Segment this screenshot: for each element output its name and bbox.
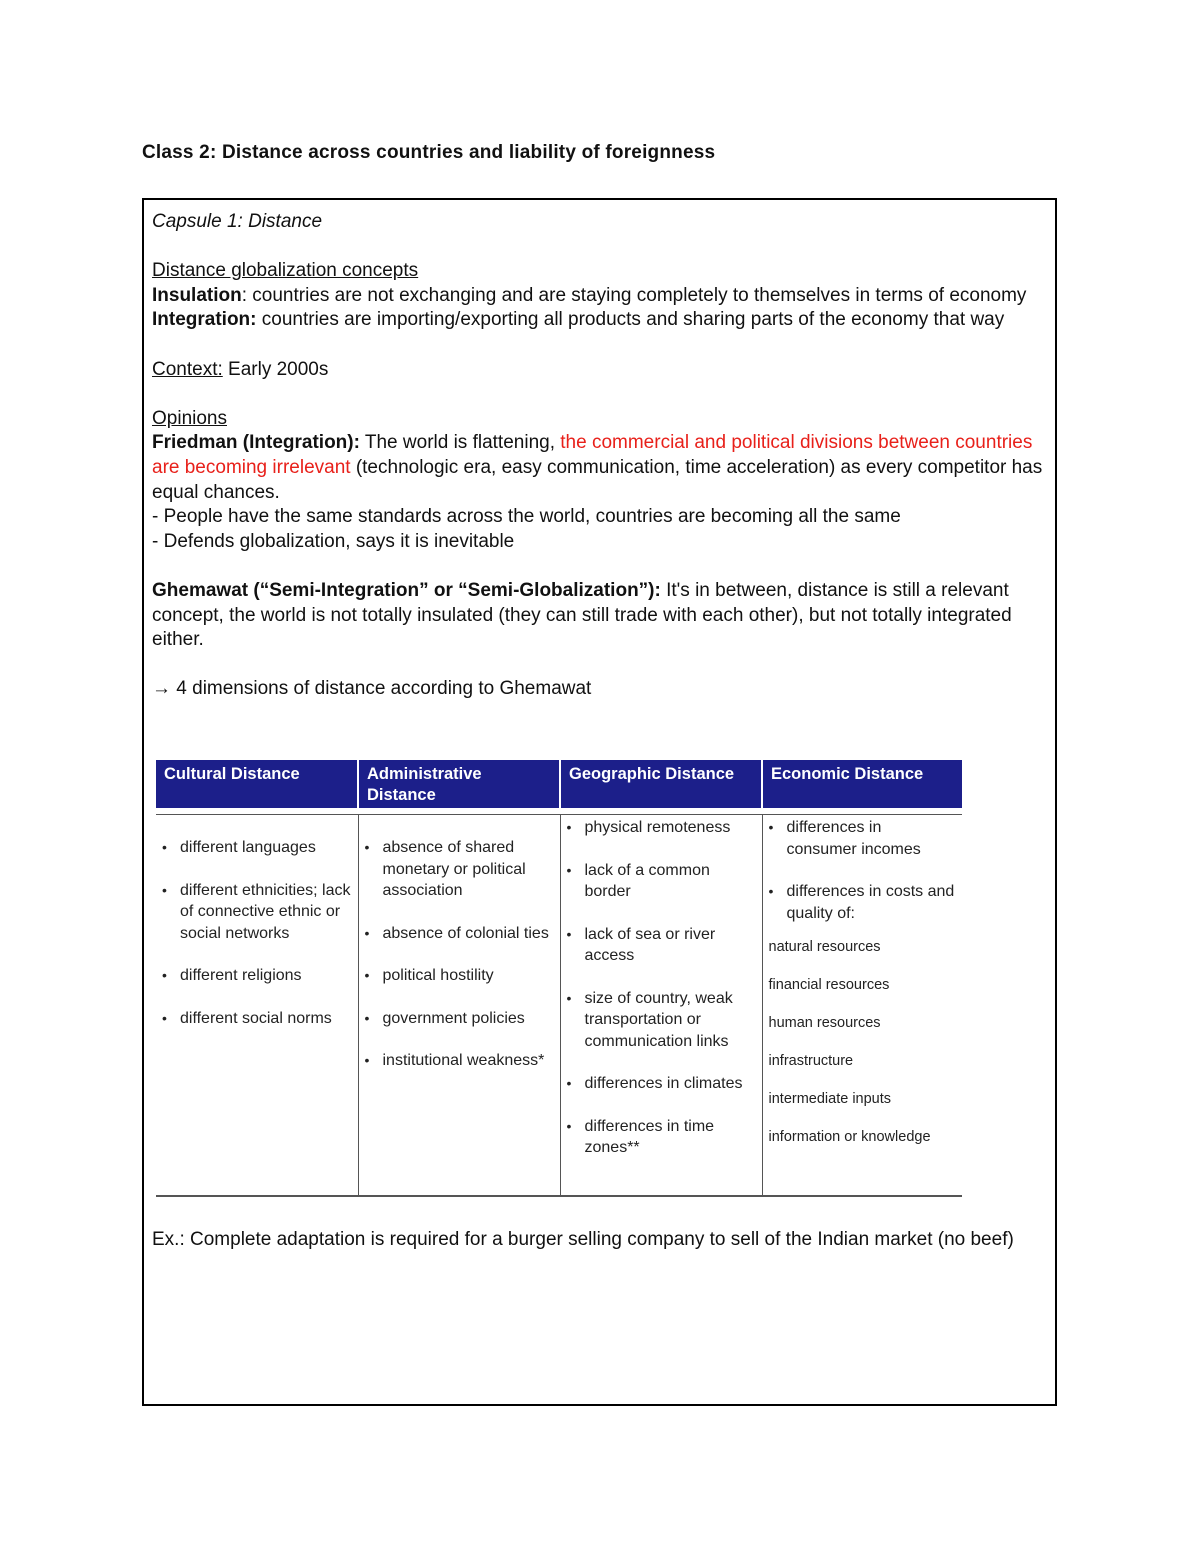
list-item: • differences in consumer incomes (769, 817, 957, 860)
friedman-label: Friedman (Integration): (152, 432, 360, 454)
economic-subitem: natural resources (768, 939, 881, 955)
administrative-cell (358, 815, 560, 1197)
list-item: • absence of shared monetary or political association (365, 837, 554, 902)
list-item: • lack of a common border (567, 860, 756, 903)
friedman-text-1: The world is flattening, (359, 432, 561, 454)
list-item: • different religions (162, 965, 352, 987)
context-label: Context: (152, 358, 223, 380)
list-item: • differences in climates (567, 1073, 756, 1095)
concepts-heading: Distance globalization concepts (152, 260, 419, 282)
friedman-text-2: (technologic era, easy communication, time acceleration) as every competitor has equal chances. (152, 456, 1043, 503)
list-item: • differences in costs and quality of: (769, 881, 957, 924)
list-item: • different ethnicities; lack of connective ethnic or social networks (162, 880, 352, 945)
capsule-content (152, 210, 1047, 702)
insulation-text: : countries are not exchanging and are staying completely to themselves in terms of economy (241, 284, 1027, 306)
list-item: • different social norms (162, 1008, 352, 1030)
integration-label: Integration: (152, 309, 257, 331)
economic-cell (762, 815, 962, 1197)
list-item: • differences in time zones** (567, 1116, 756, 1159)
table-header-row (156, 760, 962, 808)
list-item: • different languages (162, 837, 352, 859)
context-text: Early 2000s (222, 358, 329, 380)
header-cultural: Cultural Distance (156, 760, 358, 808)
table-body-row (156, 815, 962, 1197)
list-item: • size of country, weak transportation or communication links (567, 988, 756, 1053)
capsule-box (142, 198, 1057, 1406)
page-title: Class 2: Distance across countries and liability of foreignness (142, 142, 716, 163)
economic-subitem: information or knowledge (768, 1129, 931, 1145)
opinions-heading: Opinions (152, 407, 227, 429)
economic-subitem: financial resources (768, 977, 890, 993)
insulation-label: Insulation (152, 284, 242, 306)
cultural-cell (156, 815, 358, 1197)
list-item: • physical remoteness (567, 817, 756, 839)
header-administrative: Administrative Distance (358, 760, 560, 808)
friedman-point-2: - Defends globalization, says it is inevitable (152, 530, 515, 552)
capsule-heading: Capsule 1: Distance (152, 211, 323, 232)
friedman-point-1: - People have the same standards across the world, countries are becoming all the same (152, 506, 901, 528)
ghemawat-text: It's in between, distance is still a relevant concept, the world is not totally insulated (they can still trade with each other), but not totally integrated either. (152, 579, 1012, 651)
distance-dimensions-table (156, 760, 962, 1197)
example-paragraph: Ex.: Complete adaptation is required for a burger selling company to sell of the Indian market (no beef) (152, 1229, 1014, 1250)
integration-text: countries are importing/exporting all products and sharing parts of the economy that way (256, 309, 1005, 331)
header-geographic: Geographic Distance (560, 760, 762, 808)
friedman-paragraph (152, 431, 1047, 505)
list-item: • government policies (365, 1008, 554, 1030)
integration-paragraph (152, 308, 1047, 333)
list-item: • political hostility (365, 965, 554, 987)
header-economic: Economic Distance (762, 760, 962, 808)
economic-subitem: human resources (768, 1015, 881, 1031)
dimensions-line: → 4 dimensions of distance according to Ghemawat (152, 678, 592, 700)
list-item: • institutional weakness* (365, 1050, 554, 1072)
context-paragraph (152, 358, 1047, 383)
ghemawat-paragraph (152, 579, 1047, 653)
list-item: • absence of colonial ties (365, 923, 554, 945)
economic-subitem: intermediate inputs (768, 1091, 892, 1107)
geographic-cell (560, 815, 762, 1197)
ghemawat-label: Ghemawat (“Semi-Integration” or “Semi-Globalization”): (152, 579, 661, 601)
insulation-paragraph (152, 284, 1047, 309)
economic-subitem: infrastructure (768, 1053, 854, 1069)
friedman-highlight: the commercial and political divisions between countries are becoming irrelevant (152, 432, 1033, 478)
list-item: • lack of sea or river access (567, 924, 756, 967)
